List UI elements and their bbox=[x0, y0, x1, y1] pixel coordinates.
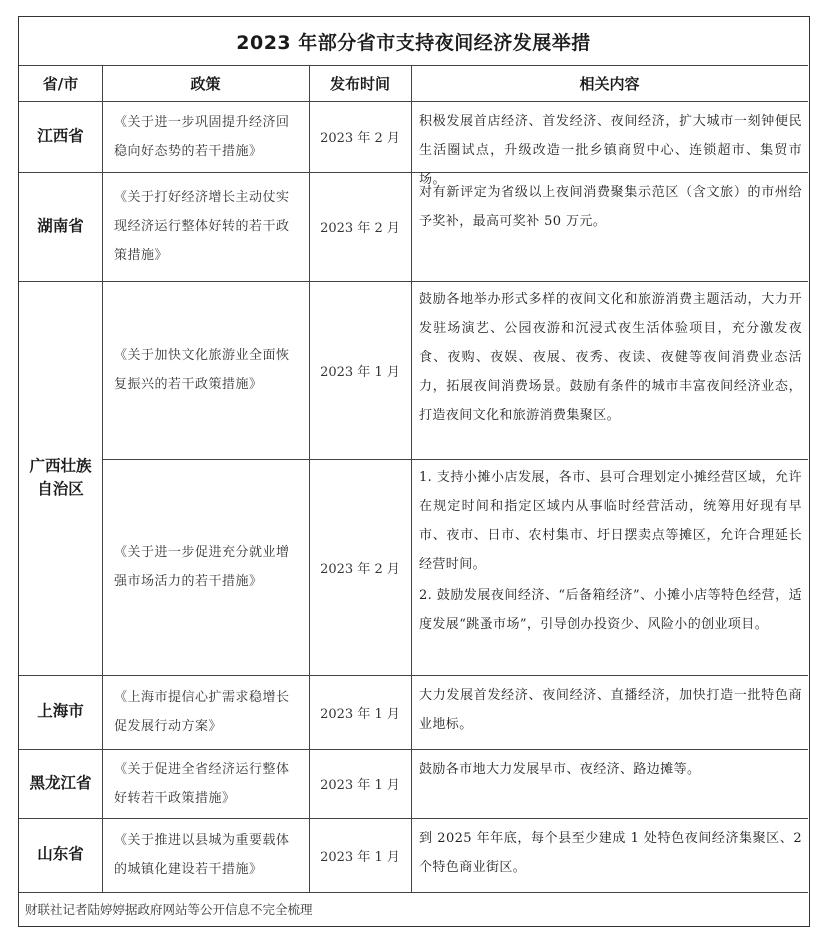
table-title: 2023 年部分省市支持夜间经济发展举措 bbox=[236, 31, 591, 54]
date-cell: 2023 年 2 月 bbox=[320, 221, 400, 236]
date-cell: 2023 年 2 月 bbox=[320, 131, 400, 146]
province-cell: 广西壮族自治区 bbox=[29, 456, 92, 498]
source-note: 财联社记者陆婷婷据政府网站等公开信息不完全梳理 bbox=[25, 902, 313, 917]
content-text: 鼓励各地举办形式多样的夜间文化和旅游消费主题活动，大力开发驻场演艺、公园夜游和沉浸式夜生活体验项目，充分激发夜食、夜购、夜娱、夜展、夜秀、夜读、夜健等夜间消费业态活力，拓展夜间消费场景。鼓励有条件的城市丰富夜间经济业态，打造夜间文化和旅游消费集聚区。 bbox=[419, 292, 802, 423]
policy-cell bbox=[102, 675, 309, 749]
date-cell: 2023 年 2 月 bbox=[320, 561, 400, 577]
province-cell: 黑龙江省 bbox=[29, 773, 92, 792]
policy-cell bbox=[102, 172, 309, 281]
content-text: 积极发展首店经济、首发经济、夜间经济，扩大城市一刻钟便民生活圈试点，升级改造一批乡镇商贸中心、连锁超市、集贸市场。 bbox=[419, 114, 802, 187]
header-province: 省/市 bbox=[42, 74, 79, 93]
province-cell: 湖南省 bbox=[37, 216, 84, 235]
content-cell bbox=[411, 818, 808, 892]
policy-text: 《关于进一步巩固提升经济回稳向好态势的若干措施》 bbox=[114, 114, 290, 159]
policy-text: 《关于促进全省经济运行整体好转若干政策措施》 bbox=[114, 761, 290, 806]
content-text: 鼓励各市地大力发展早市、夜经济、路边摊等。 bbox=[419, 762, 701, 777]
policy-cell bbox=[102, 281, 309, 459]
header-policy: 政策 bbox=[190, 74, 221, 93]
header-date: 发布时间 bbox=[329, 74, 390, 93]
policy-cell bbox=[102, 749, 309, 818]
date-cell: 2023 年 1 月 bbox=[320, 778, 400, 793]
content-cell bbox=[411, 172, 808, 281]
province-cell: 上海市 bbox=[37, 702, 84, 721]
content-cell bbox=[411, 281, 808, 459]
policy-table bbox=[18, 16, 810, 927]
content-cell bbox=[411, 459, 808, 675]
province-cell: 江西省 bbox=[37, 126, 84, 145]
date-cell: 2023 年 1 月 bbox=[320, 706, 400, 722]
policy-cell bbox=[102, 459, 309, 675]
policy-text: 《关于进一步促进充分就业增强市场活力的若干措施》 bbox=[114, 545, 290, 589]
content-text: 2. 鼓励发展夜间经济、“后备箱经济”、小摊小店等特色经营，适度发展“跳蚤市场”，引导创办投资少、风险小的创业项目。 bbox=[419, 588, 802, 632]
header-content: 相关内容 bbox=[579, 74, 640, 93]
policy-text: 《上海市提信心扩需求稳增长促发展行动方案》 bbox=[114, 690, 290, 734]
date-cell: 2023 年 1 月 bbox=[320, 364, 400, 380]
policy-text: 《关于打好经济增长主动仗实现经济运行整体好转的若干政策措施》 bbox=[114, 190, 290, 263]
content-text: 大力发展首发经济、夜间经济、直播经济，加快打造一批特色商业地标。 bbox=[419, 688, 802, 732]
content-text: 到 2025 年年底，每个县至少建成 1 处特色夜间经济集聚区、2 个特色商业街区。 bbox=[419, 831, 802, 875]
content-text: 对有新评定为省级以上夜间消费聚集示范区（含文旅）的市州给予奖补，最高可奖补 50 万元。 bbox=[419, 185, 802, 229]
province-cell: 山东省 bbox=[37, 845, 84, 864]
content-cell bbox=[411, 749, 808, 818]
content-cell bbox=[411, 675, 808, 749]
policy-text: 《关于加快文化旅游业全面恢复振兴的若干政策措施》 bbox=[114, 348, 290, 392]
policy-cell bbox=[102, 818, 309, 892]
content-cell bbox=[411, 101, 808, 187]
policy-text: 《关于推进以县城为重要载体的城镇化建设若干措施》 bbox=[114, 833, 290, 877]
policy-cell bbox=[102, 101, 309, 172]
content-text: 1. 支持小摊小店发展，各市、县可合理划定小摊经营区域，允许在规定时间和指定区域内从事临时经营活动，统筹用好现有早市、夜市、日市、农村集市、圩日摆卖点等摊区，允许合理延长经营时间。 bbox=[419, 470, 802, 572]
date-cell: 2023 年 1 月 bbox=[320, 849, 400, 865]
